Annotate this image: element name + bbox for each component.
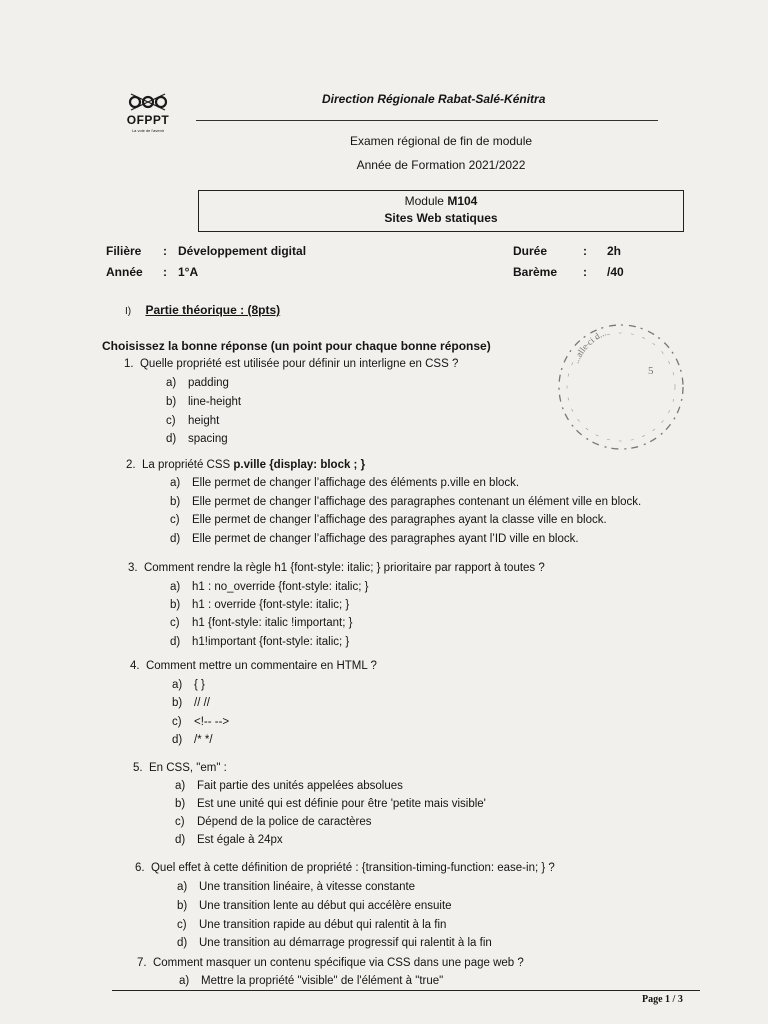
option-2a[interactable] xyxy=(170,477,519,489)
option-letter: b) xyxy=(170,599,181,611)
option-6d[interactable] xyxy=(177,937,492,949)
bareme-sep: : xyxy=(583,265,587,279)
option-4c[interactable] xyxy=(172,716,229,728)
question-number: 4. xyxy=(130,660,140,672)
option-6a[interactable] xyxy=(177,881,415,893)
ofppt-logo-icon xyxy=(128,92,168,112)
section-title: Partie théorique : (8pts) xyxy=(145,303,281,317)
option-letter: a) xyxy=(170,477,181,489)
module-code: M104 xyxy=(447,194,478,208)
question-number: 2. xyxy=(126,459,136,471)
bareme-value: /40 xyxy=(607,265,624,279)
option-5d[interactable] xyxy=(175,834,283,846)
option-letter: a) xyxy=(179,975,190,987)
question-3 xyxy=(128,562,545,574)
option-letter: a) xyxy=(172,679,183,691)
svg-text:5: 5 xyxy=(648,365,654,377)
option-4d[interactable] xyxy=(172,734,213,746)
option-letter: d) xyxy=(172,734,183,746)
svg-text:...alle ci d... xyxy=(571,327,608,364)
duree-sep: : xyxy=(583,244,587,258)
option-5c[interactable] xyxy=(175,816,372,828)
duree-value: 2h xyxy=(607,244,622,258)
module-box xyxy=(198,190,684,232)
question-2 xyxy=(126,459,365,471)
logo-text: OFPPT xyxy=(126,113,170,127)
option-text: line-height xyxy=(188,396,242,408)
option-letter: d) xyxy=(177,937,188,949)
option-text: Est une unité qui est définie pour être 'petite mais visible' xyxy=(197,798,486,810)
option-text: Une transition linéaire, à vitesse constante xyxy=(199,881,416,893)
option-text: Une transition au démarrage progressif qui ralentit à la fin xyxy=(199,937,492,949)
annee-label: Année xyxy=(106,265,143,279)
option-text: Dépend de la police de caractères xyxy=(197,816,372,828)
option-2c[interactable] xyxy=(170,514,607,526)
option-letter: b) xyxy=(175,798,186,810)
ofppt-logo xyxy=(118,92,178,133)
question-text: La propriété CSS xyxy=(141,459,234,471)
option-1d[interactable] xyxy=(166,433,228,445)
exam-title: Examen régional de fin de module xyxy=(349,134,533,148)
option-text: // // xyxy=(194,697,210,709)
option-letter: d) xyxy=(175,834,186,846)
option-3a[interactable] xyxy=(170,581,368,593)
question-number: 7. xyxy=(137,957,147,969)
option-4b[interactable] xyxy=(172,697,210,709)
option-text: h1 : override {font-style: italic; } xyxy=(192,599,350,611)
filiere-value: Développement digital xyxy=(178,244,307,258)
option-letter: d) xyxy=(170,636,181,648)
option-text: Une transition lente au début qui accélère ensuite xyxy=(199,900,452,912)
option-text: Elle permet de changer l’affichage des paragraphes ayant l’ID ville en block. xyxy=(192,533,579,545)
option-text: Est égale à 24px xyxy=(197,834,283,846)
annee-sep: : xyxy=(163,265,167,279)
question-number: 5. xyxy=(133,762,143,774)
module-label: Module xyxy=(404,194,444,208)
option-letter: a) xyxy=(177,881,188,893)
option-text: h1 : no_override {font-style: italic; } xyxy=(192,581,369,593)
filiere-sep: : xyxy=(163,244,167,258)
option-letter: d) xyxy=(166,433,177,445)
option-letter: b) xyxy=(177,900,188,912)
logo-tagline: La voie de l'avenir xyxy=(131,128,165,133)
option-letter: b) xyxy=(166,396,177,408)
option-text: Elle permet de changer l’affichage des paragraphes ayant la classe ville en block. xyxy=(192,514,607,526)
option-text: <!-- --> xyxy=(194,716,230,728)
option-1c[interactable] xyxy=(166,415,219,427)
stamp-text: ...alle ci d... xyxy=(570,327,608,365)
question-number: 6. xyxy=(135,862,145,874)
option-text: h1 {font-style: italic !important; } xyxy=(192,617,353,629)
question-7 xyxy=(137,957,524,969)
option-5a[interactable] xyxy=(175,780,403,792)
instructions: Choisissez la bonne réponse (un point pour chaque bonne réponse) xyxy=(102,339,491,353)
option-text: padding xyxy=(188,377,229,389)
option-letter: d) xyxy=(170,533,181,545)
module-name: Sites Web statiques xyxy=(384,211,498,225)
option-text: { } xyxy=(194,679,205,691)
option-letter: c) xyxy=(172,716,182,728)
section-heading xyxy=(125,303,280,317)
option-text: Mettre la propriété "visible" de l'élément à "true" xyxy=(201,975,444,987)
annee-value: 1°A xyxy=(178,265,199,279)
page-number: Page 1 / 3 xyxy=(642,994,683,1005)
option-text: /* */ xyxy=(194,734,213,746)
option-letter: a) xyxy=(170,581,181,593)
question-number: 1. xyxy=(124,358,134,370)
module-code-line xyxy=(199,194,683,208)
option-6c[interactable] xyxy=(177,919,446,931)
option-letter: b) xyxy=(172,697,183,709)
question-text: Comment masquer un contenu spécifique via CSS dans une page web ? xyxy=(152,957,524,969)
question-4 xyxy=(130,660,377,672)
option-2d[interactable] xyxy=(170,533,579,545)
option-7a[interactable] xyxy=(179,975,443,987)
option-text: Elle permet de changer l’affichage des paragraphes contenant un élément ville en block. xyxy=(192,496,642,508)
option-5b[interactable] xyxy=(175,798,486,810)
question-text: Quel effet à cette définition de propriété : {transition-timing-function: ease-in; } ? xyxy=(150,862,555,874)
option-text: spacing xyxy=(188,433,228,445)
option-letter: c) xyxy=(175,816,185,828)
section-number: I) xyxy=(125,306,132,317)
question-1 xyxy=(124,358,458,370)
option-3b[interactable] xyxy=(170,599,349,611)
filiere-label: Filière xyxy=(106,244,142,258)
option-letter: c) xyxy=(170,514,180,526)
question-text: Comment rendre la règle h1 {font-style: italic; } prioritaire par rapport à toutes ? xyxy=(143,562,545,574)
option-letter: a) xyxy=(175,780,186,792)
question-code: p.ville {display: block ; } xyxy=(233,459,366,471)
question-6 xyxy=(135,862,555,874)
option-text: Fait partie des unités appelées absolues xyxy=(197,780,403,792)
bareme-label: Barème xyxy=(513,265,558,279)
option-letter: a) xyxy=(166,377,177,389)
option-1a[interactable] xyxy=(166,377,229,389)
question-text: Comment mettre un commentaire en HTML ? xyxy=(145,660,377,672)
training-year: Année de Formation 2021/2022 xyxy=(356,158,526,172)
question-text: Quelle propriété est utilisée pour définir un interligne en CSS ? xyxy=(139,358,459,370)
option-letter: c) xyxy=(170,617,180,629)
option-letter: b) xyxy=(170,496,181,508)
option-letter: c) xyxy=(177,919,187,931)
option-text: h1!important {font-style: italic; } xyxy=(192,636,350,648)
header-divider xyxy=(196,120,658,121)
option-6b[interactable] xyxy=(177,900,452,912)
direction-title: Direction Régionale Rabat-Salé-Kénitra xyxy=(322,92,546,106)
option-2b[interactable] xyxy=(170,496,641,508)
option-1b[interactable] xyxy=(166,396,241,408)
duree-label: Durée xyxy=(513,244,548,258)
option-text: Une transition rapide au début qui ralentit à la fin xyxy=(199,919,447,931)
question-number: 3. xyxy=(128,562,138,574)
option-letter: c) xyxy=(166,415,176,427)
official-stamp xyxy=(550,316,692,458)
option-text: height xyxy=(188,415,220,427)
option-4a[interactable] xyxy=(172,679,205,691)
option-text: Elle permet de changer l’affichage des éléments p.ville en block. xyxy=(192,477,520,489)
question-text: En CSS, "em" : xyxy=(148,762,227,774)
option-3d[interactable] xyxy=(170,636,349,648)
option-3c[interactable] xyxy=(170,617,352,629)
question-5 xyxy=(133,762,227,774)
footer-divider xyxy=(112,990,700,991)
